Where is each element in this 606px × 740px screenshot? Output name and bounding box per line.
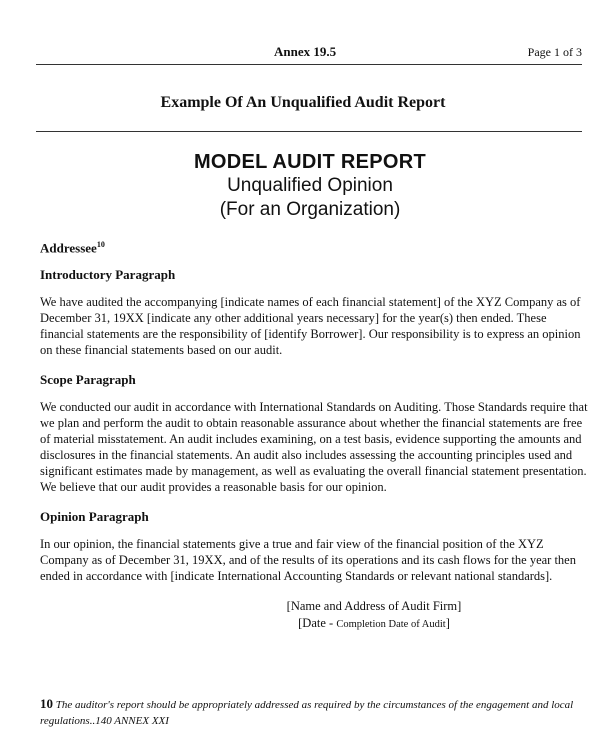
title-divider [36,131,582,132]
report-titles [0,150,606,222]
audit-date-line: [Date - Completion Date of Audit] [298,616,450,631]
intro-paragraph: We have audited the accompanying [indicate names of each financial statement] of the XYZ Company as of December 31, 19XX [indicate any other additional years necessary] for the year(s) then ended. These financial statements are the responsibility of [identify Borrower]. Our responsibility is to express an opinion on these financial statements based on our audit. [40,295,581,358]
report-body [40,237,588,633]
addressee-heading: Addressee$^{10}$ [40,240,105,256]
footnote-ref: 10 [96,240,105,249]
example-title: Example Of An Unqualified Audit Report [160,94,446,111]
signature-block [40,598,588,633]
page-header [0,44,606,64]
page-number: Page 1 of 3 [527,45,582,59]
footnote [40,696,596,729]
intro-heading: Introductory Paragraph [40,267,176,283]
opinion-heading: Opinion Paragraph [40,509,149,525]
report-title: MODEL AUDIT REPORT [193,151,427,173]
footnote-text: The auditor's report should be appropriately addressed as required by the circumstances of the engagement and local regulations..140 ANNEX XXI [40,699,574,727]
annex-label: Annex 19.5 [274,44,337,59]
report-subtitle: Unqualified Opinion [227,175,393,196]
scope-heading: Scope Paragraph [40,372,136,388]
footnote-number: 10 [40,696,53,711]
report-subtitle-organization: (For an Organization) [219,199,401,220]
scope-paragraph: We conducted our audit in accordance with International Standards on Auditing. Those Standards require that we plan and perform the audit to obtain reasonable assurance about whether the financial statements are free of material misstatement. An audit includes examining, on a test basis, evidence supporting the amounts and disclosures in the financial statements. An audit also includes assessing the accounting principles used and significant estimates made by management, as well as evaluating the overall financial statement presentation. We believe that our audit provides a reasonable basis for our opinion. [40,400,588,495]
audit-firm-line: [Name and Address of Audit Firm] [286,599,462,614]
header-divider [36,64,582,65]
opinion-paragraph: In our opinion, the financial statements give a true and fair view of the financial position of the XYZ Company as of December 31, 19XX, and of the results of its operations and its cash flows for the year then ended in accordance with [indicate International Accounting Standards or relevant national standards]. [40,537,576,584]
